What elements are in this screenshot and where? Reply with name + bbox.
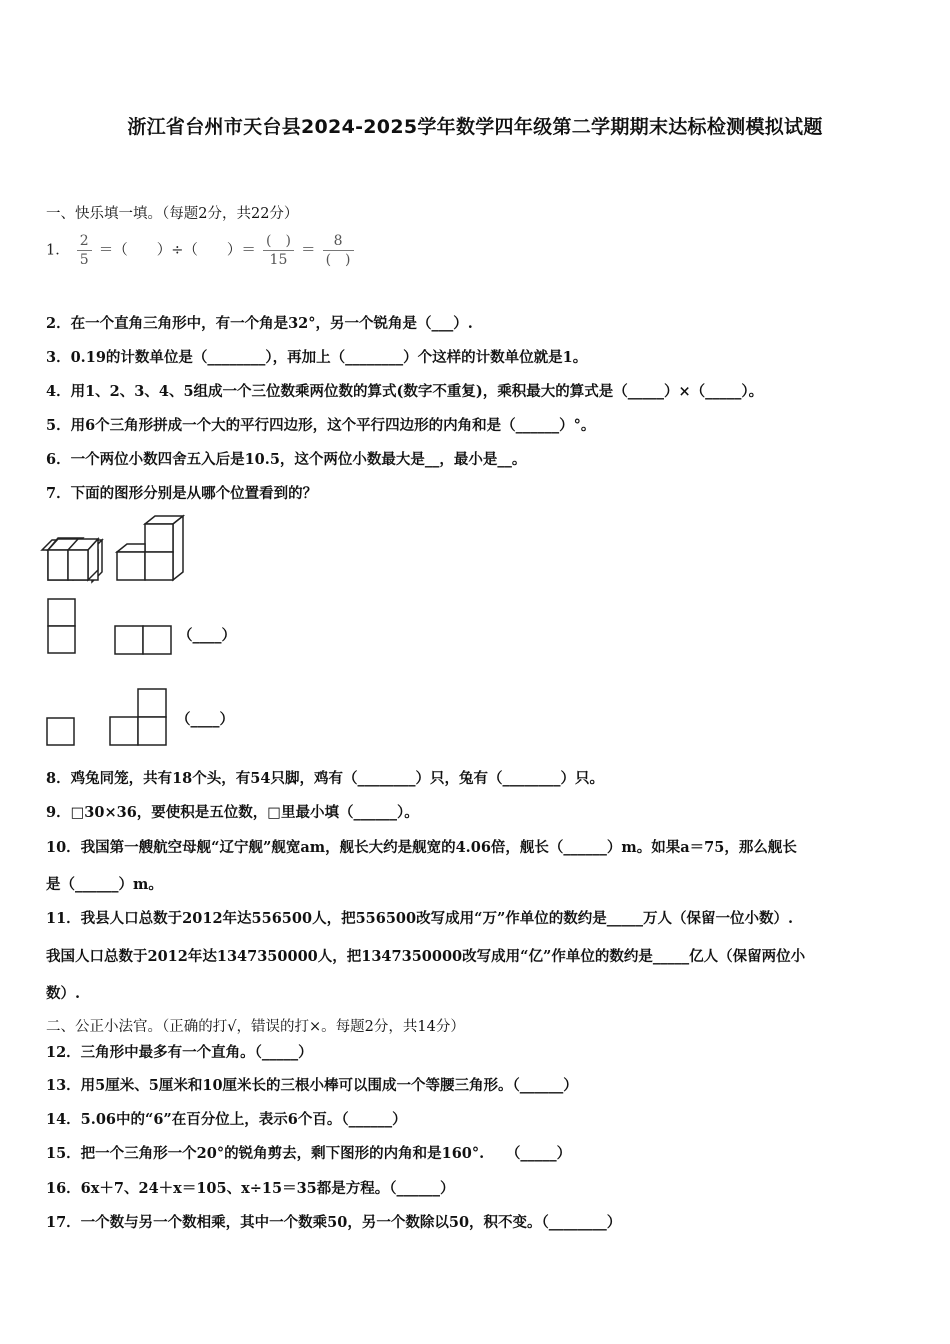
question-1 xyxy=(46,232,356,269)
question-16: 16．6x＋7、24＋x＝105、x÷15＝35都是方程。（______） xyxy=(46,1180,455,1197)
question-13: 13．用5厘米、5厘米和10厘米长的三根小棒可以围成一个等腰三角形。（______） xyxy=(46,1077,578,1094)
q1-division-blanks: ＝（ ）÷（ ）＝ xyxy=(98,242,256,259)
view-two-side-squares xyxy=(114,625,172,655)
q7-answer-blank-2[interactable]: （____） xyxy=(176,711,234,728)
cube-figure-front xyxy=(46,530,102,586)
question-10-line-1: 10．我国第一艘航空母舰“辽宁舰”舰宽am，舰长大约是舰宽的4.06倍，舰长（______）m。如果a＝75，那么舰长 xyxy=(46,839,797,856)
question-17: 17．一个数与另一个数相乘，其中一个数乘50，另一个数除以50，积不变。（________） xyxy=(46,1214,622,1231)
view-single-square xyxy=(46,717,76,747)
fraction-blank-15: $\frac{( )}{15}$ xyxy=(263,232,294,269)
question-11-line-1: 11．我县人口总数于2012年达556500人，把556500改写成用“万”作单位的数约是_____万人（保留一位小数）. xyxy=(46,910,794,927)
fraction-2-5: $\frac{2}{5}$ xyxy=(77,232,92,269)
question-9: 9．□30×36，要使积是五位数，□里最小填（______）。 xyxy=(46,804,419,821)
question-3: 3．0.19的计数单位是（________），再加上（________）个这样的计数单位就是1。 xyxy=(46,349,588,366)
view-two-stacked-squares xyxy=(47,598,77,654)
question-10-line-2: 是（______）m。 xyxy=(46,876,163,893)
question-11-line-3: 数）. xyxy=(46,985,81,1002)
q7-answer-blank-1[interactable]: （____） xyxy=(178,627,236,644)
q1-equals: ＝ xyxy=(301,242,316,259)
q1-number: 1． xyxy=(46,242,70,259)
question-12: 12．三角形中最多有一个直角。（_____） xyxy=(46,1044,313,1061)
question-8: 8．鸡兔同笼，共有18个头，有54只脚，鸡有（________）只，兔有（________）只。 xyxy=(46,770,604,787)
fraction-8-blank: $\frac{8}{( )}$ xyxy=(323,232,354,269)
question-15: 15．把一个三角形一个20°的锐角剪去，剩下图形的内角和是160°. （_____） xyxy=(46,1145,572,1162)
section-1-heading: 一、快乐填一填。（每题2分，共22分） xyxy=(46,206,299,222)
cube-figure-tower xyxy=(115,514,187,584)
question-5: 5．用6个三角形拼成一个大的平行四边形，这个平行四边形的内角和是（______）°。 xyxy=(46,417,596,434)
question-4: 4．用1、2、3、4、5组成一个三位数乘两位数的算式(数字不重复)，乘积最大的算式是（_____）×（_____）。 xyxy=(46,383,764,400)
question-6: 6．一个两位小数四舍五入后是10.5，这个两位小数最大是__，最小是__。 xyxy=(46,451,527,468)
question-14: 14．5.06中的“6”在百分位上，表示6个百。（______） xyxy=(46,1111,407,1128)
section-2-heading: 二、公正小法官。（正确的打√，错误的打×。每题2分，共14分） xyxy=(46,1019,465,1035)
page-title: 浙江省台州市天台县2024-2025学年数学四年级第二学期期末达标检测模拟试题 xyxy=(127,116,823,138)
question-7: 7．下面的图形分别是从哪个位置看到的？ xyxy=(46,485,318,502)
question-11-line-2: 我国人口总数于2012年达1347350000人，把1347350000改写成用“亿”作单位的数约是_____亿人（保留两位小 xyxy=(46,948,806,965)
view-l-shape-squares xyxy=(109,688,167,746)
question-2: 2．在一个直角三角形中，有一个角是32°，另一个锐角是（___）. xyxy=(46,315,473,332)
